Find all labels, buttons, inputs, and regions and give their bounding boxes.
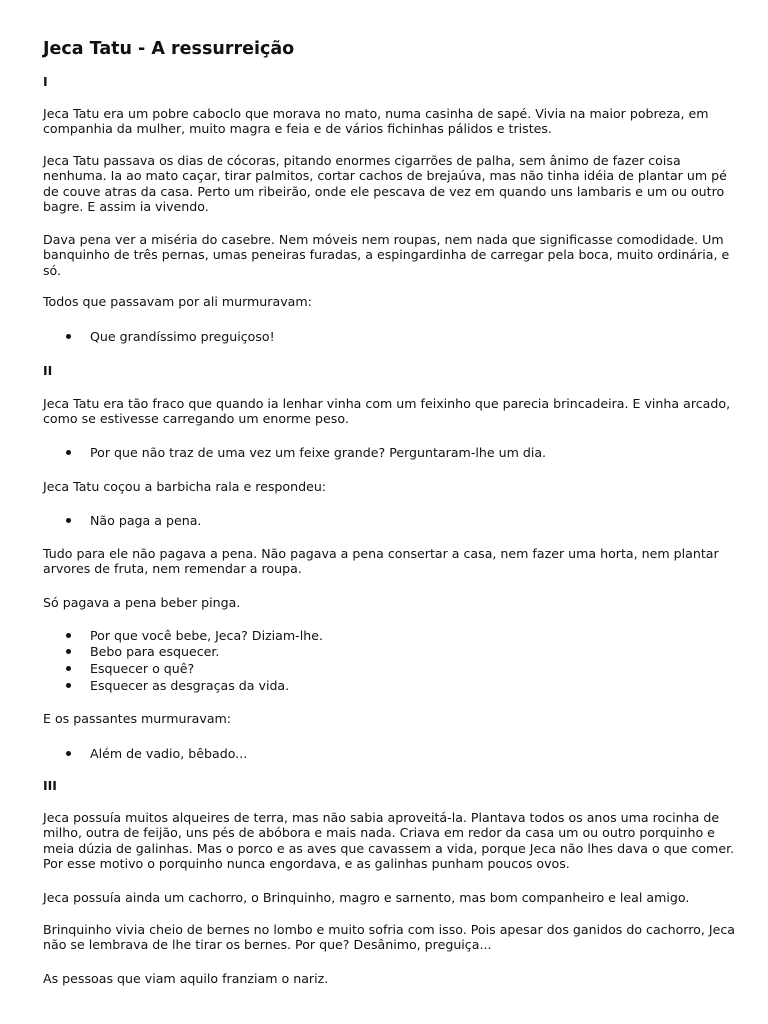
list-item: Não paga a pena. (90, 513, 202, 528)
bullet-icon (66, 518, 71, 523)
paragraph: E os passantes murmuravam: (43, 711, 232, 726)
paragraph: Jeca Tatu era um pobre caboclo que morava no mato, numa casinha de sapé. Vivia na maior pobreza, em companhia da mulher, muito magra e feia e de vários fichinhas pálidos e tristes. (43, 106, 709, 137)
section-heading-3: III (43, 778, 57, 793)
paragraph: Brinquinho vivia cheio de bernes no lombo e muito sofria com isso. Pois apesar dos ganidos do cachorro, Jeca não se lembrava de lhe tirar os bernes. Por que? Desânimo, preguiça... (43, 922, 735, 953)
paragraph: Dava pena ver a miséria do casebre. Nem móveis nem roupas, nem nada que significasse comodidade. Um banquinho de três pernas, umas peneiras furadas, a espingardinha de carregar pela boca, muito ordinária, e só. (43, 232, 730, 278)
paragraph: Tudo para ele não pagava a pena. Não pagava a pena consertar a casa, nem fazer uma horta, nem plantar arvores de fruta, nem remendar a roupa. (43, 546, 719, 577)
list-item: Por que você bebe, Jeca? Diziam-lhe. (90, 628, 323, 643)
bullet-icon (66, 751, 71, 756)
paragraph: Jeca possuía ainda um cachorro, o Brinquinho, magro e sarnento, mas bom companheiro e leal amigo. (43, 890, 690, 905)
paragraph: Jeca Tatu coçou a barbicha rala e respondeu: (43, 479, 327, 494)
list-item: Bebo para esquecer. (90, 644, 220, 659)
bullet-icon (66, 633, 71, 638)
bullet-icon (66, 666, 71, 671)
paragraph: Só pagava a pena beber pinga. (43, 595, 241, 610)
paragraph: As pessoas que viam aquilo franziam o nariz. (43, 971, 329, 986)
bullet-icon (66, 683, 71, 688)
paragraph: Todos que passavam por ali murmuravam: (43, 294, 312, 309)
section-heading-2: II (43, 363, 53, 378)
bullet-icon (66, 334, 71, 339)
list-item: Que grandíssimo preguiçoso! (90, 329, 275, 344)
paragraph: Jeca Tatu era tão fraco que quando ia lenhar vinha com um feixinho que parecia brincadeira. E vinha arcado, como se estivesse carregando um enorme peso. (43, 396, 731, 427)
list-item: Por que não traz de uma vez um feixe grande? Perguntaram-lhe um dia. (90, 445, 547, 460)
list-item: Além de vadio, bêbado... (90, 746, 248, 761)
list-item: Esquecer as desgraças da vida. (90, 678, 290, 693)
bullet-icon (66, 649, 71, 654)
document-title: Jeca Tatu - A ressurreição (43, 39, 295, 59)
section-heading-1: I (43, 74, 48, 89)
bullet-icon (66, 450, 71, 455)
paragraph: Jeca Tatu passava os dias de cócoras, pitando enormes cigarrões de palha, sem ânimo de fazer coisa nenhuma. Ia ao mato caçar, tirar palmitos, cortar cachos de brejaúva, mas não tinha idéia de plantar um pé de couve atras da casa. Perto um ribeirão, onde ele pescava de vez em quando uns lambaris e um ou outro bagre. E assim ia vivendo. (43, 153, 727, 214)
paragraph: Jeca possuía muitos alqueires de terra, mas não sabia aproveitá-la. Plantava todos os anos uma rocinha de milho, outra de feijão, uns pés de abóbora e mais nada. Criava em redor da casa um ou outro porquinho e meia dúzia de galinhas. Mas o porco e as aves que cavassem a vida, porque Jeca não lhes dava o que comer. Por esse motivo o porquinho nunca engordava, e as galinhas punham poucos ovos. (43, 810, 735, 871)
list-item: Esquecer o quê? (90, 661, 195, 676)
